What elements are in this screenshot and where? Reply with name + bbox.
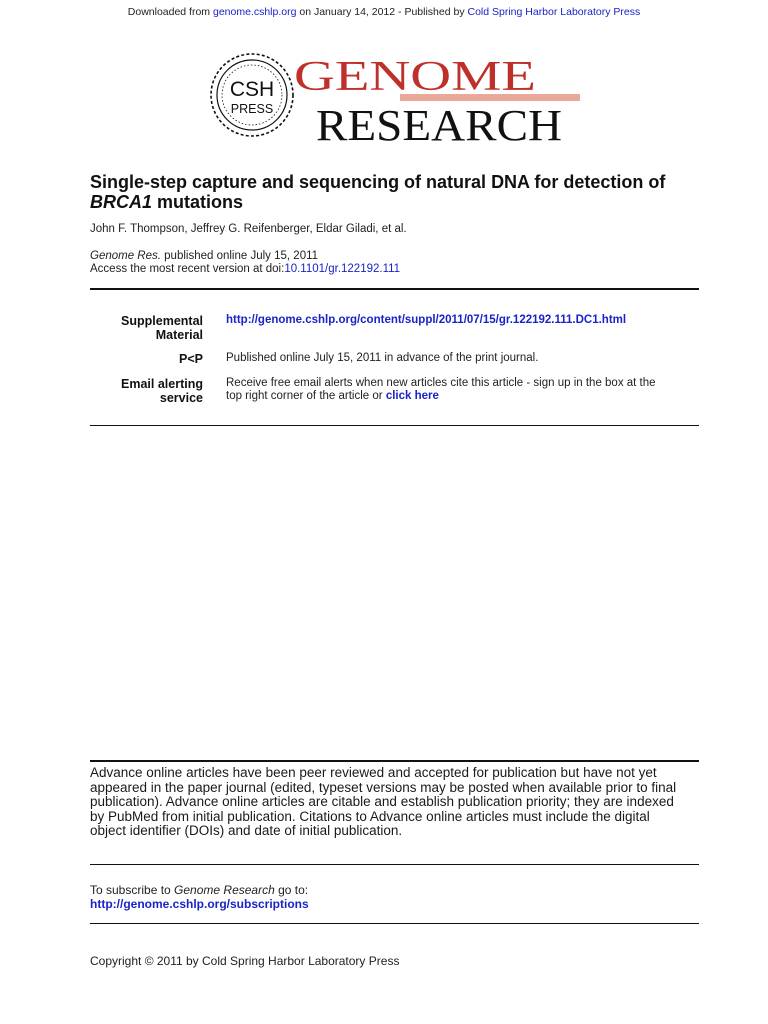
published-date: published online July 15, 2011 <box>160 250 319 262</box>
subscribe-prefix: To subscribe to <box>90 883 175 897</box>
subscribe-line <box>90 883 309 897</box>
divider-info-bottom <box>90 425 699 426</box>
genome-research-logo[interactable] <box>204 44 584 144</box>
pap-text: Published online July 15, 2011 in advance of the print journal. <box>226 352 539 364</box>
advance-online-notice <box>90 766 699 839</box>
email-alert-label-line1: Email alerting <box>121 377 203 391</box>
email-alert-text <box>226 377 701 403</box>
subscribe-journal: Genome Research <box>174 883 275 897</box>
supplemental-label <box>90 314 203 342</box>
click-here-link[interactable]: click here <box>385 390 439 402</box>
divider-notice-top <box>90 760 699 762</box>
title-line-1: Single-step capture and sequencing of natural DNA for detection of <box>90 172 666 192</box>
title-line-2 <box>90 192 730 212</box>
authors: John F. Thompson, Jeffrey G. Reifenberger, Eldar Giladi, et al. <box>90 223 407 235</box>
divider-notice-bottom <box>90 864 699 865</box>
notice-line-5: object identifier (DOIs) and date of initial publication. <box>90 823 403 838</box>
notice-line-2: appeared in the paper journal (edited, typeset versions may be posted when available prior to final <box>90 779 677 795</box>
download-prefix: Downloaded from <box>127 6 213 18</box>
gene-name: BRCA1 <box>90 192 153 212</box>
access-prefix: Access the most recent version at doi: <box>90 263 285 275</box>
logo-research-word: RESEARCH <box>316 101 562 144</box>
supplemental-value <box>226 314 701 327</box>
csh-press-seal <box>211 54 293 136</box>
notice-line-1: Advance online articles have been peer reviewed and accepted for publication but have not yet <box>90 765 657 780</box>
logo-genome-word: GENOME <box>294 54 536 100</box>
journal-abbrev: Genome Res. <box>90 250 161 262</box>
email-alert-text-line1: Receive free email alerts when new articles cite this article - sign up in the box at the <box>226 377 656 389</box>
publisher-link[interactable]: Cold Spring Harbor Laboratory Press <box>467 6 641 18</box>
access-line <box>90 263 400 276</box>
supplemental-link[interactable]: http://genome.cshlp.org/content/suppl/2011/07/15/gr.122192.111.DC1.html <box>226 314 627 326</box>
notice-line-3: publication). Advance online articles are citable and establish publication priority; they are indexed <box>90 794 674 809</box>
email-alert-label-line2: service <box>159 391 203 405</box>
email-alert-text-line2 <box>226 390 701 403</box>
divider-top <box>90 288 699 290</box>
supplemental-label-line1: Supplemental <box>121 314 203 328</box>
doi-link[interactable]: 10.1101/gr.122192.111 <box>284 263 401 275</box>
article-title <box>90 172 730 212</box>
copyright: Copyright © 2011 by Cold Spring Harbor Laboratory Press <box>90 954 400 968</box>
published-line <box>90 250 400 263</box>
subscribe-section <box>90 883 309 911</box>
site-link[interactable]: genome.cshlp.org <box>212 6 297 18</box>
subscribe-suffix: go to: <box>274 883 309 897</box>
title-rest: mutations <box>152 192 244 212</box>
seal-text-csh: CSH <box>229 78 275 101</box>
email-alert-text-line2-prefix: top right corner of the article or <box>226 390 386 402</box>
publication-info <box>90 250 400 276</box>
email-alert-label <box>90 377 203 405</box>
download-middle: on January 14, 2012 - Published by <box>296 6 468 18</box>
divider-copyright-top <box>90 923 699 924</box>
download-notice <box>0 6 768 18</box>
supplemental-label-line2: Material <box>155 328 203 342</box>
seal-text-press: PRESS <box>230 102 274 116</box>
pap-label: P<P <box>179 352 203 366</box>
subscriptions-link[interactable]: http://genome.cshlp.org/subscriptions <box>90 897 309 911</box>
notice-line-4: by PubMed from initial publication. Citations to Advance online articles must include the digital <box>90 808 650 824</box>
